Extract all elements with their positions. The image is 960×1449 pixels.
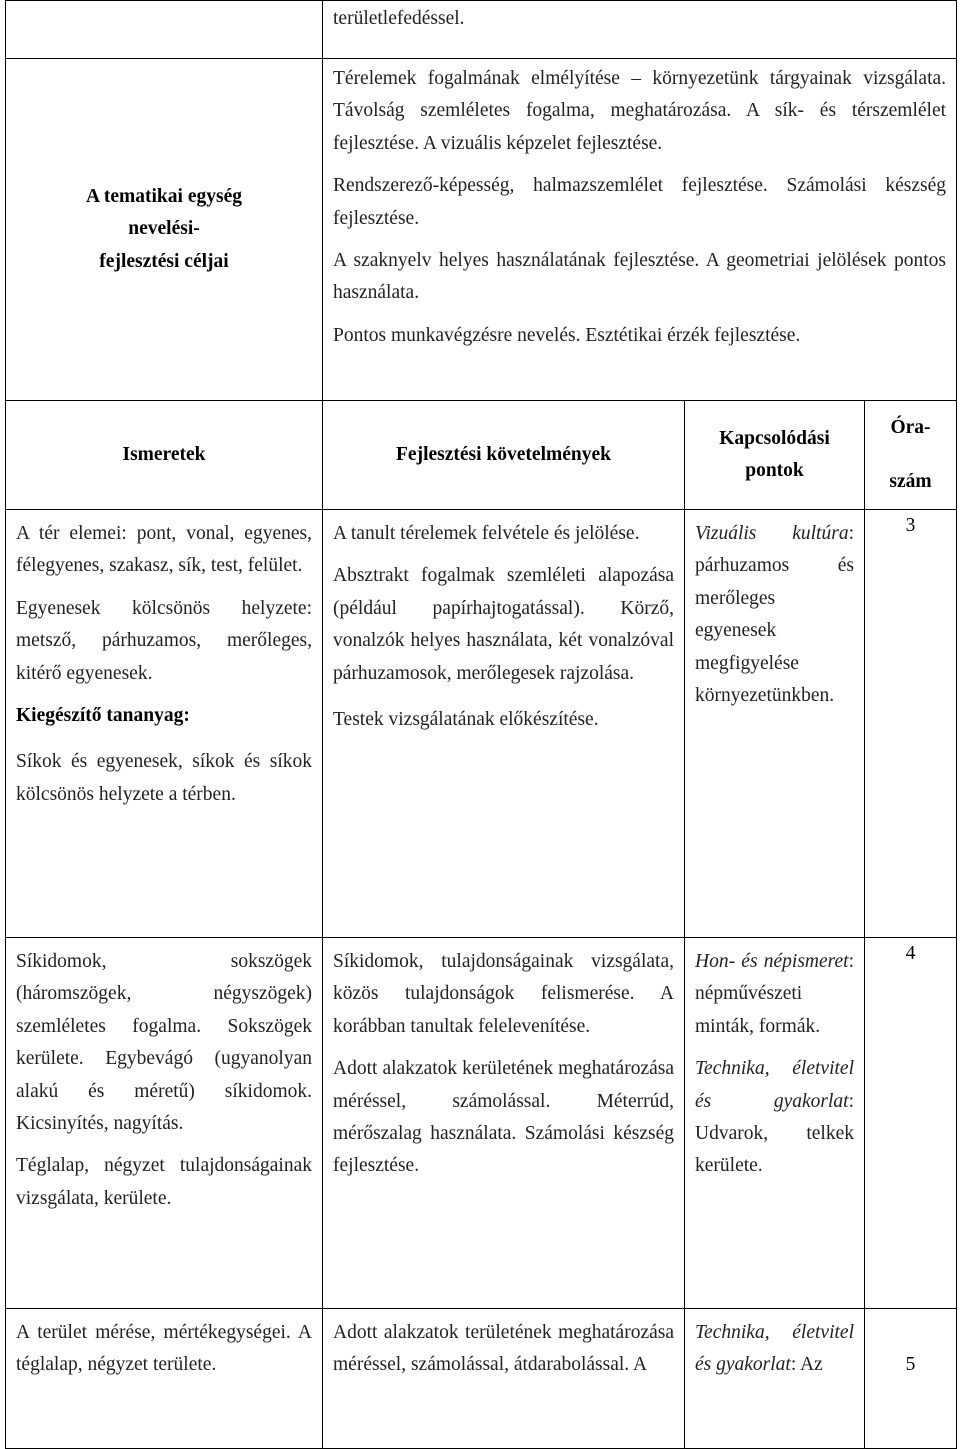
continuation-text-cell [323, 1, 957, 59]
goals-label-line-2: nevelési- [128, 218, 200, 240]
fejlesztesi-paragraph: A tanult térelemek felvétele és jelölése. [333, 523, 640, 544]
continuation-row [6, 1, 957, 59]
header-oraszam-cell [865, 401, 957, 510]
header-fejlesztesi: Fejlesztési követelmények [323, 401, 685, 510]
ismeretek-cell [6, 938, 323, 1309]
goals-label-line-3: fejlesztési céljai [99, 250, 229, 272]
curriculum-table [5, 0, 957, 1449]
kapcsolodasi-text: Az [800, 1354, 823, 1376]
colon: : [848, 951, 854, 972]
fejlesztesi-cell [323, 938, 685, 1309]
ismeretek-paragraph: A terület mérése, mértékegységei. A téglalap, négyzet területe. [16, 1322, 312, 1376]
fejlesztesi-paragraph: Adott alakzatok kerületének meghatározása méréssel, számolással. Méterrúd, mérőszalag használata. Számolási készség fejlesztése. [333, 1058, 674, 1177]
goals-row [6, 59, 957, 401]
colon: : [790, 1354, 797, 1376]
fejlesztesi-paragraph: Absztrakt fogalmak szemléleti alapozása (például papírhajtogatással). Körző, vonalzók helyes használata, két vonalzóval párhuzamosok, merőlegesek rajzolása. [333, 565, 674, 684]
kapcsolodasi-text: népművészeti minták, formák. [695, 983, 821, 1037]
fejlesztesi-cell [323, 510, 685, 938]
ismeretek-paragraph: A tér elemei: pont, vonal, egyenes, félegyenes, szakasz, sík, test, felület. [16, 523, 312, 577]
header-kapcsolodasi: Kapcsolódási pontok [685, 401, 865, 510]
goals-paragraph-3: A szaknyelv helyes használatának fejlesztése. A geometriai jelölések pontos használata. [333, 250, 947, 304]
table-row [6, 938, 957, 1309]
kapcsolodasi-block [695, 1317, 854, 1382]
colon: : [848, 523, 854, 544]
kapcsolodasi-cell [685, 510, 865, 938]
goals-label-line-1: A tematikai egység [86, 185, 242, 207]
goals-paragraph-1: Térelemek fogalmának elmélyítése – környezetünk tárgyainak vizsgálata. Távolság szemléletes fogalma, meghatározása. A sík- és térszemlélet fejlesztése. A vizuális képzelet fejlesztése. [333, 68, 947, 154]
kapcsolodasi-block [695, 1053, 854, 1183]
kapcsolodasi-text: párhuzamos és merőleges egyenesek megfigyelése környezetünkben. [695, 555, 854, 707]
colon: : [848, 1090, 854, 1112]
header-ora-line-2: szám [889, 471, 932, 492]
ismeretek-cell [6, 510, 323, 938]
kapcsolodasi-title: Hon- és népismeret [695, 951, 849, 972]
kiegeszito-label: Kiegészítő tananyag: [16, 705, 190, 727]
continuation-text: területlefedéssel. [333, 8, 465, 29]
header-ismeretek: Ismeretek [6, 401, 323, 510]
oraszam-cell: 4 [865, 938, 957, 1309]
goals-label-cell [6, 59, 323, 401]
kiegeszito-text: Síkok és egyenesek, síkok és síkok kölcsönös helyzete a térben. [16, 751, 312, 805]
kapcsolodasi-cell [685, 938, 865, 1309]
oraszam-cell: 5 [865, 1309, 957, 1449]
goals-paragraph-4: Pontos munkavégzésre nevelés. Esztétikai érzék fejlesztése. [333, 324, 801, 346]
kapcsolodasi-text: Udvarok, telkek kerülete. [695, 1123, 854, 1177]
fejlesztesi-paragraph: Síkidomok, tulajdonságainak vizsgálata, közös tulajdonságok felismerése. A korábban tanultak felelevenítése. [333, 951, 674, 1037]
oraszam-cell: 3 [865, 510, 957, 938]
continuation-label-cell [6, 1, 323, 59]
goals-paragraph-2: Rendszerező-képesség, halmazszemlélet fejlesztése. Számolási készség fejlesztése. [333, 175, 947, 229]
fejlesztesi-paragraph: Testek vizsgálatának előkészítése. [333, 709, 599, 731]
goals-text-cell [323, 59, 957, 401]
kapcsolodasi-title: Technika, életvitel és gyakorlat [695, 1322, 854, 1376]
kapcsolodasi-title: Technika, életvitel és gyakorlat [695, 1058, 854, 1112]
header-ora-line-1: Óra- [890, 417, 931, 438]
table-row [6, 510, 957, 938]
kapcsolodasi-title: Vizuális kultúra [695, 523, 849, 544]
header-row [6, 401, 957, 510]
fejlesztesi-paragraph: Adott alakzatok területének meghatározása méréssel, számolással, átdarabolással. A [333, 1322, 674, 1376]
ismeretek-paragraph: Téglalap, négyzet tulajdonságainak vizsgálata, kerülete. [16, 1155, 312, 1209]
ismeretek-paragraph: Egyenesek kölcsönös helyzete: metsző, párhuzamos, merőleges, kitérő egyenesek. [16, 597, 312, 684]
ismeretek-paragraph: Síkidomok, sokszögek (háromszögek, négyszögek) szemléletes fogalma. Sokszögek kerülete. Egybevágó (ugyanolyan alakú és méretű) síkidomok. Kicsinyítés, nagyítás. [16, 951, 312, 1135]
kapcsolodasi-block [695, 946, 854, 1043]
